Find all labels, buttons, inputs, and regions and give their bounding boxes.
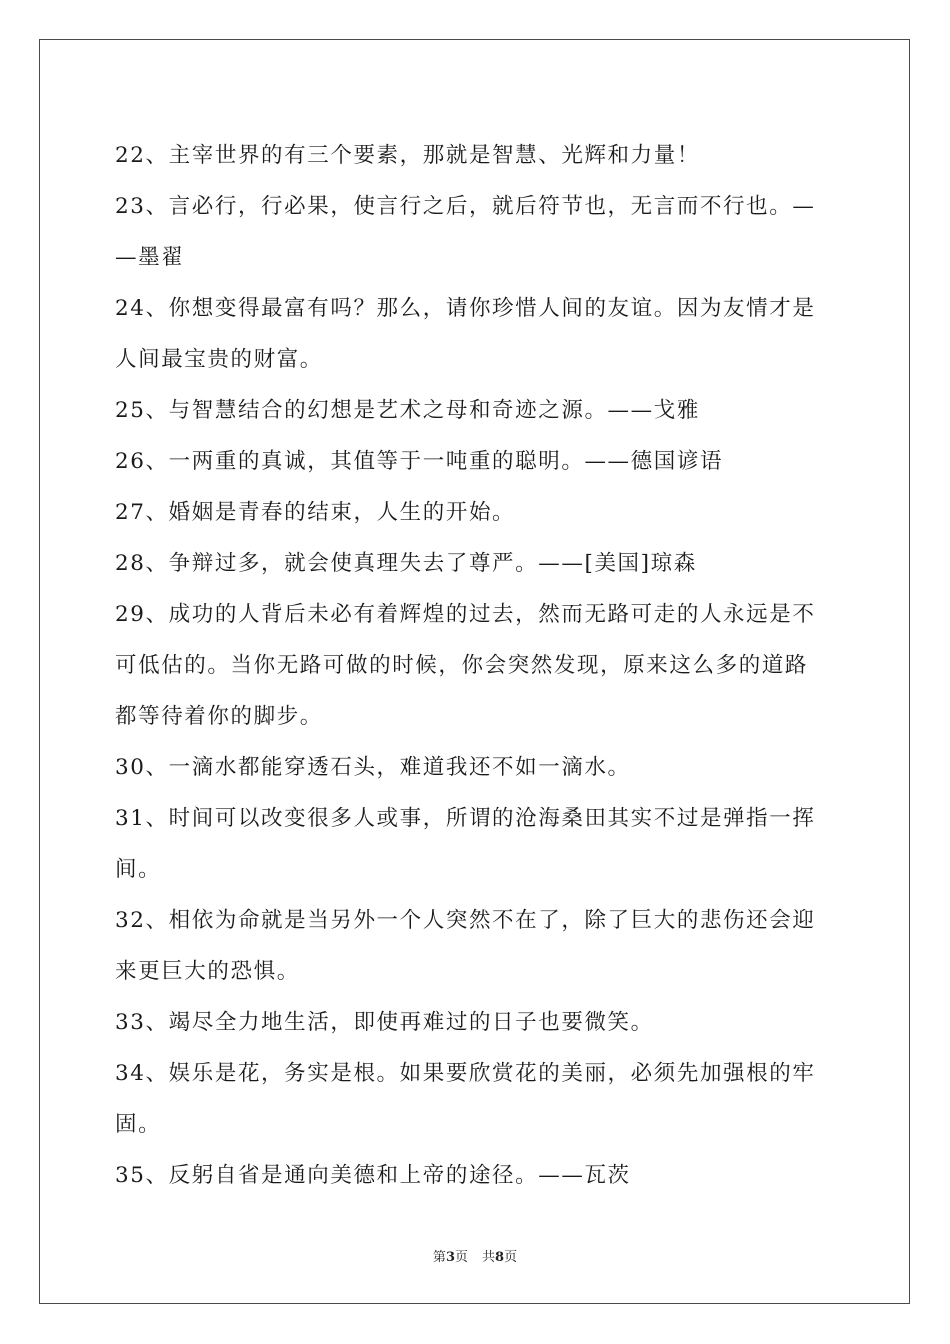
quote-entry: 34、娱乐是花，务实是根。如果要欣赏花的美丽，必须先加强根的牢 固。: [115, 1061, 816, 1137]
quote-entry: 23、言必行，行必果，使言行之后，就后符节也，无言而不行也。— —墨翟: [115, 194, 816, 270]
quote-entry: 33、竭尽全力地生活，即使再难过的日子也要微笑。: [115, 1010, 654, 1035]
quote-entry: 22、主宰世界的有三个要素，那就是智慧、光辉和力量！: [115, 143, 700, 168]
quote-entry: 31、时间可以改变很多人或事，所谓的沧海桑田其实不过是弹指一挥 间。: [115, 806, 816, 882]
page-footer: [0, 1246, 950, 1265]
quote-entry: 35、反躬自省是通向美德和上帝的途径。——瓦茨: [115, 1163, 631, 1188]
quote-entry: 26、一两重的真诚，其值等于一吨重的聪明。——德国谚语: [115, 449, 724, 474]
quote-entry: 27、婚姻是青春的结束，人生的开始。: [115, 500, 516, 525]
total-prefix: 共: [482, 1250, 496, 1265]
page-prefix: 第: [432, 1250, 446, 1265]
quote-entry: 24、你想变得最富有吗？那么，请你珍惜人间的友谊。因为友情才是 人间最宝贵的财富。: [115, 296, 816, 372]
page-current: 3: [445, 1250, 455, 1265]
quote-entry: 28、争辩过多，就会使真理失去了尊严。——[美国]琼森: [115, 551, 697, 576]
quote-entry: 30、一滴水都能穿透石头，难道我还不如一滴水。: [115, 755, 631, 780]
total-unit: 页: [504, 1250, 518, 1265]
quote-entry: 32、相依为命就是当另外一个人突然不在了，除了巨大的悲伤还会迎 来更巨大的恐惧。: [115, 908, 816, 984]
page-total: 8: [495, 1250, 505, 1265]
quote-entry: 25、与智慧结合的幻想是艺术之母和奇迹之源。——戈雅: [115, 398, 700, 423]
document-body: [115, 130, 840, 1201]
page-unit: 页: [454, 1250, 468, 1265]
quote-entry: 29、成功的人背后未必有着辉煌的过去，然而无路可走的人永远是不 可低估的。当你无路可做的时候，你会突然发现，原来这么多的道路 都等待着你的脚步。: [115, 602, 816, 729]
